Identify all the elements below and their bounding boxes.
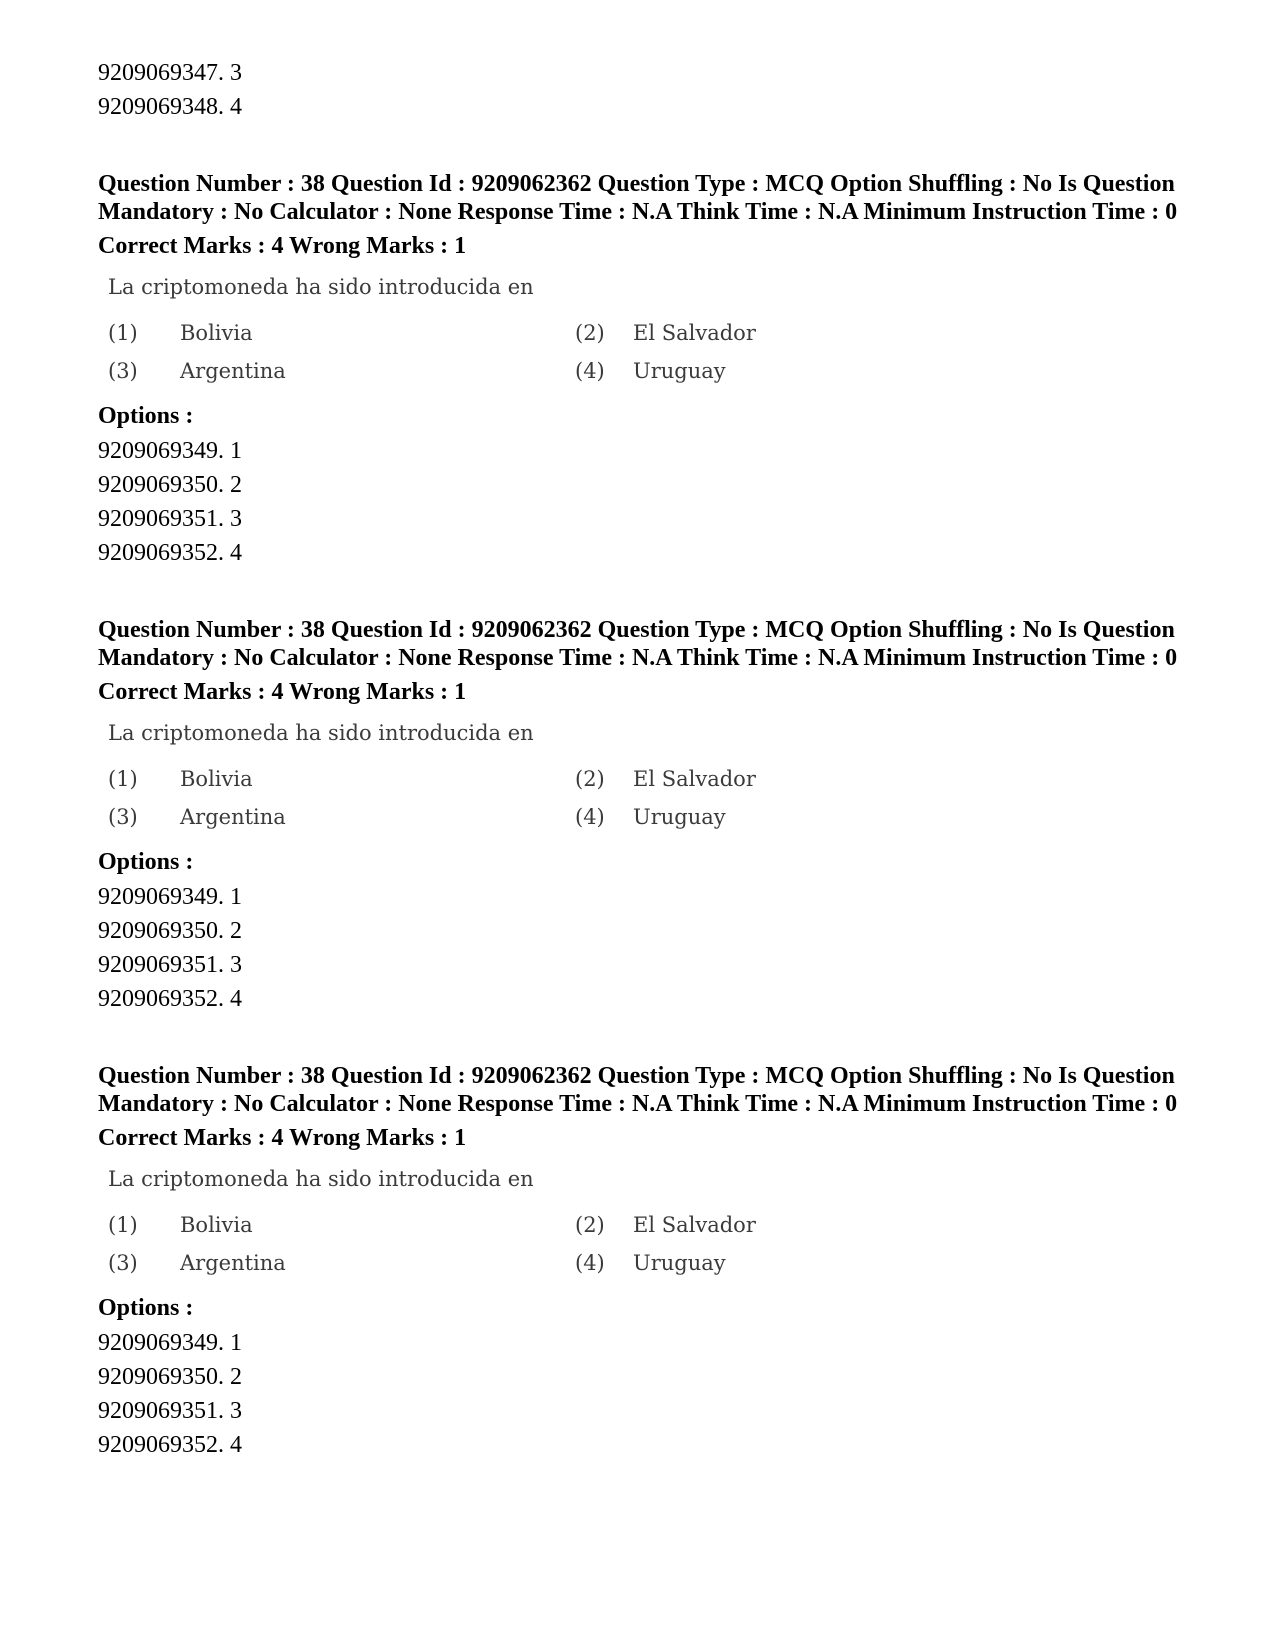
option-line: 9209069349. 1 [98, 884, 242, 910]
question-image [108, 272, 1178, 386]
question-stem: La criptomoneda ha sido introducida en [108, 721, 534, 745]
choice-number: (1) [108, 1213, 138, 1237]
option-line: 9209069352. 4 [98, 986, 242, 1012]
option-line: 9209069352. 4 [98, 1432, 242, 1458]
option-line: 9209069350. 2 [98, 472, 242, 498]
document-page [98, 56, 1178, 1508]
choice-number: (4) [575, 359, 605, 383]
question-choices [108, 764, 1178, 832]
option-line: 9209069350. 2 [98, 918, 242, 944]
question-header: Question Number : 38 Question Id : 9209062362 Question Type : MCQ Option Shuffling : No Is Question Mandatory : No Calculator : None Response Time : N.A Think Time : N.A Minimum Instruction Time : 0 [98, 171, 1178, 225]
choice-number: (2) [575, 1213, 605, 1237]
options-title: Options : [98, 849, 194, 875]
choice-number: (3) [108, 1251, 138, 1275]
marks-line: Correct Marks : 4 Wrong Marks : 1 [98, 1125, 467, 1151]
question-choices [108, 1210, 1178, 1278]
choice-text: Uruguay [633, 805, 726, 829]
option-line: 9209069349. 1 [98, 1330, 242, 1356]
choice-text: Uruguay [633, 1251, 726, 1275]
marks-line: Correct Marks : 4 Wrong Marks : 1 [98, 233, 467, 259]
choice-text: Uruguay [633, 359, 726, 383]
options-title: Options : [98, 1295, 194, 1321]
choice-number: (4) [575, 805, 605, 829]
question-image [108, 1164, 1178, 1278]
question-stem: La criptomoneda ha sido introducida en [108, 1167, 534, 1191]
choice-text: Bolivia [180, 321, 253, 345]
question-header: Question Number : 38 Question Id : 9209062362 Question Type : MCQ Option Shuffling : No Is Question Mandatory : No Calculator : None Response Time : N.A Think Time : N.A Minimum Instruction Time : 0 [98, 617, 1178, 671]
choice-number: (4) [575, 1251, 605, 1275]
choice-text: El Salvador [633, 767, 756, 791]
question-image [108, 718, 1178, 832]
option-line: 9209069350. 2 [98, 1364, 242, 1390]
options-title: Options : [98, 403, 194, 429]
choice-text: Bolivia [180, 1213, 253, 1237]
question-block [98, 1062, 1178, 1462]
marks-line: Correct Marks : 4 Wrong Marks : 1 [98, 679, 467, 705]
choice-text: Argentina [180, 359, 286, 383]
choice-number: (2) [575, 321, 605, 345]
choice-number: (1) [108, 321, 138, 345]
choice-number: (1) [108, 767, 138, 791]
option-line: 9209069351. 3 [98, 1398, 242, 1424]
choice-number: (3) [108, 359, 138, 383]
choice-number: (2) [575, 767, 605, 791]
option-line: 9209069349. 1 [98, 438, 242, 464]
question-block [98, 170, 1178, 570]
choice-text: Argentina [180, 1251, 286, 1275]
previous-question-options [98, 56, 1178, 124]
choice-number: (3) [108, 805, 138, 829]
option-line: 9209069352. 4 [98, 540, 242, 566]
choice-text: El Salvador [633, 321, 756, 345]
option-line: 9209069351. 3 [98, 506, 242, 532]
question-header: Question Number : 38 Question Id : 9209062362 Question Type : MCQ Option Shuffling : No Is Question Mandatory : No Calculator : None Response Time : N.A Think Time : N.A Minimum Instruction Time : 0 [98, 1063, 1178, 1117]
question-stem: La criptomoneda ha sido introducida en [108, 275, 534, 299]
option-line: 9209069347. 3 [98, 60, 242, 86]
question-choices [108, 318, 1178, 386]
choice-text: Argentina [180, 805, 286, 829]
choice-text: Bolivia [180, 767, 253, 791]
option-line: 9209069351. 3 [98, 952, 242, 978]
option-line: 9209069348. 4 [98, 94, 242, 120]
question-block [98, 616, 1178, 1016]
choice-text: El Salvador [633, 1213, 756, 1237]
